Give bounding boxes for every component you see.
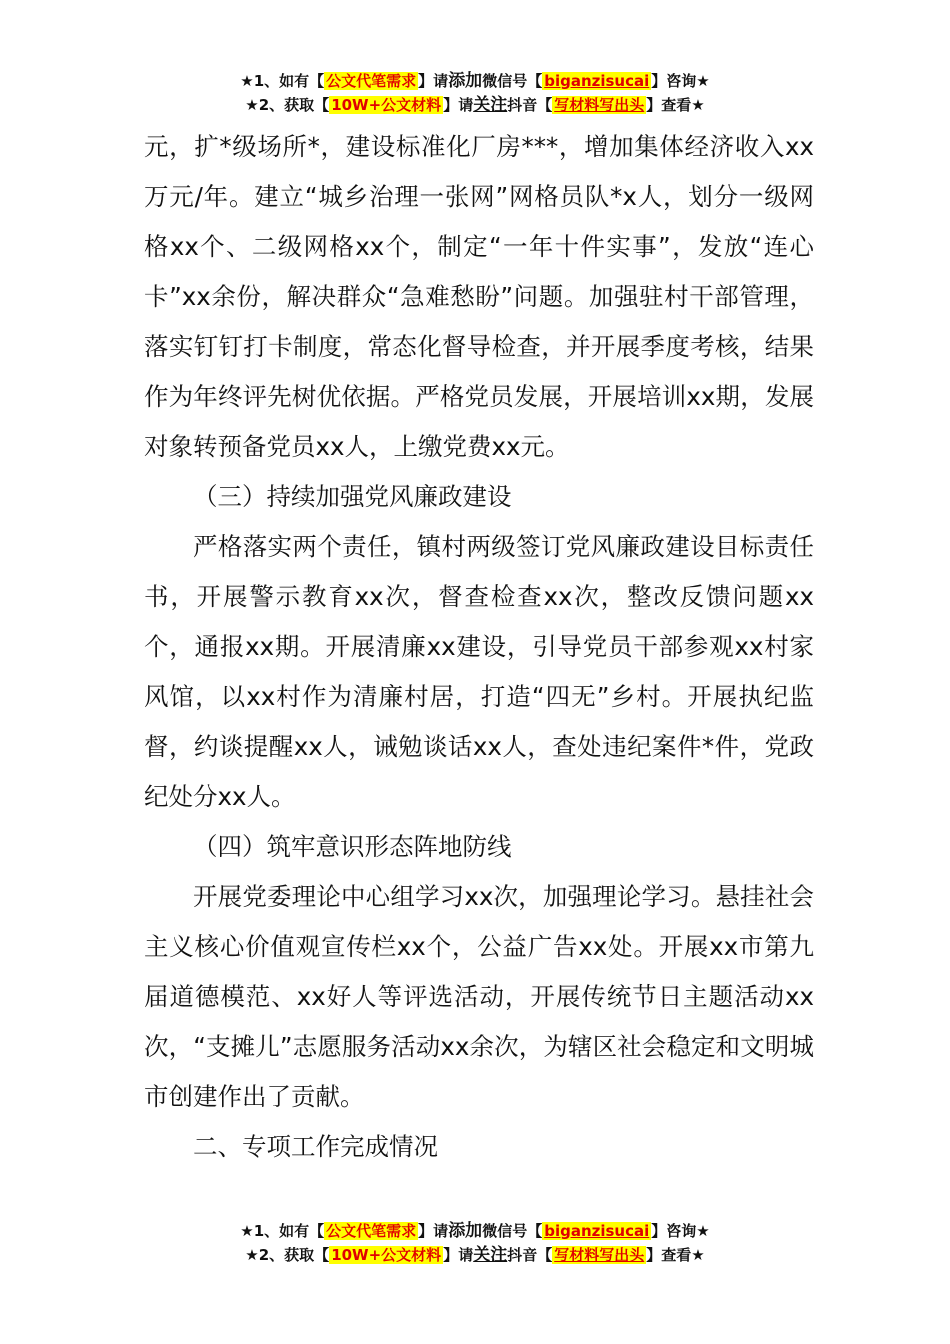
- footer-banner: [0, 1219, 950, 1267]
- section-heading: （三）持续加强党风廉政建设: [193, 482, 512, 511]
- banner-line-2: ★2、获取【 10W+公文材料 】请关注抖音【 写材料写出头 】查看★: [245, 1245, 705, 1265]
- highlight-wechat-id: biganzisucai: [544, 72, 650, 90]
- highlight-materials: 10W+公文材料: [331, 96, 442, 114]
- document-body: [144, 122, 814, 1172]
- highlight-materials: 10W+公文材料: [331, 1246, 442, 1264]
- highlight-wechat-id: biganzisucai: [544, 1222, 650, 1240]
- highlight-writing-service: 公文代笔需求: [326, 72, 417, 90]
- header-banner: [0, 69, 950, 117]
- highlight-writing-service: 公文代笔需求: [326, 1222, 417, 1240]
- section-heading: 二、专项工作完成情况: [193, 1132, 438, 1161]
- highlight-douyin-account: 写材料写出头: [554, 1246, 645, 1264]
- banner-line-2: ★2、获取【 10W+公文材料 】请关注抖音【 写材料写出头 】查看★: [245, 95, 705, 115]
- body-paragraph: 元，扩*级场所*，建设标准化厂房***，增加集体经济收入xx万元/年。建立“城乡治理一张网”网格员队*x人，划分一级网格xx个、二级网格xx个，制定“一年十件实事”，发放“连心卡”xx余份，解决群众“急难愁盼”问题。加强驻村干部管理，落实钉钉打卡制度，常态化督导检查，并开展季度考核，结果作为年终评先树优依据。严格党员发展，开展培训xx期，发展对象转预备党员xx人，上缴党费xx元。: [144, 132, 814, 461]
- banner-line-1: ★1、如有【 公文代笔需求 】请添加微信号【 biganzisucai 】咨询★: [240, 1221, 710, 1241]
- section-heading: （四）筑牢意识形态阵地防线: [193, 832, 512, 861]
- body-paragraph: 严格落实两个责任，镇村两级签订党风廉政建设目标责任书，开展警示教育xx次，督查检查xx次，整改反馈问题xx个，通报xx期。开展清廉xx建设，引导党员干部参观xx村家风馆，以xx村作为清廉村居，打造“四无”乡村。开展执纪监督，约谈提醒xx人，诫勉谈话xx人，查处违纪案件*件，党政纪处分xx人。: [144, 532, 814, 811]
- body-paragraph: 开展党委理论中心组学习xx次，加强理论学习。悬挂社会主义核心价值观宣传栏xx个，公益广告xx处。开展xx市第九届道德模范、xx好人等评选活动，开展传统节日主题活动xx次，“支摊儿”志愿服务活动xx余次，为辖区社会稳定和文明城市创建作出了贡献。: [144, 882, 814, 1111]
- banner-line-1: ★1、如有【 公文代笔需求 】请添加微信号【 biganzisucai 】咨询★: [240, 71, 710, 91]
- highlight-douyin-account: 写材料写出头: [554, 96, 645, 114]
